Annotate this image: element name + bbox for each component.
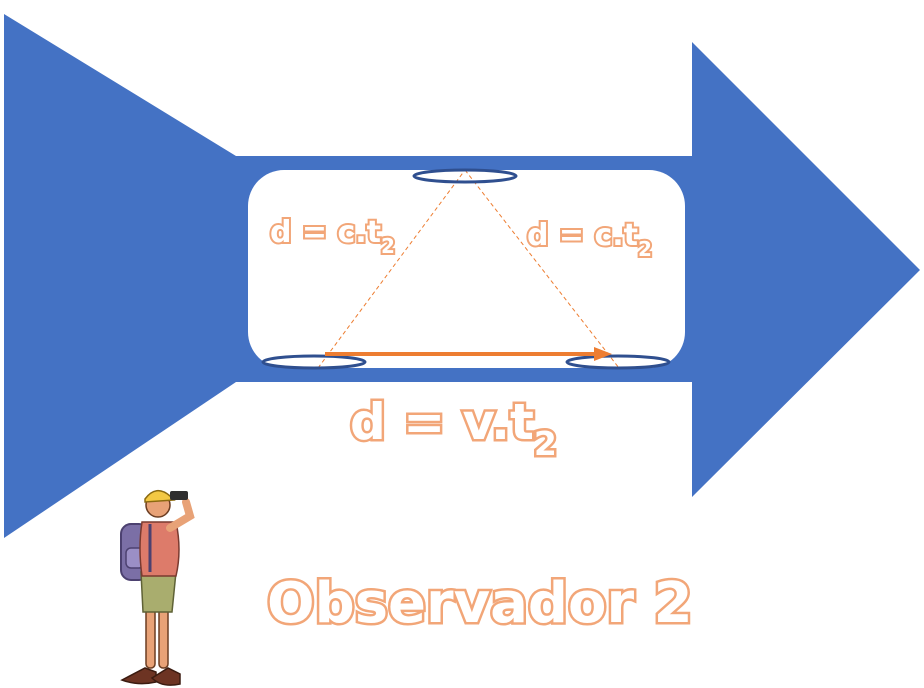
observer-label: Observador 2 [267,571,693,636]
bottom-distance-label: $d = v.t_2$ [350,393,557,463]
left-leg-label: $d = c.t_2$ [270,215,395,258]
white-window [248,170,685,368]
observer-with-binoculars-icon [121,491,190,685]
right-leg-label: $d = c.t_2$ [527,218,652,261]
